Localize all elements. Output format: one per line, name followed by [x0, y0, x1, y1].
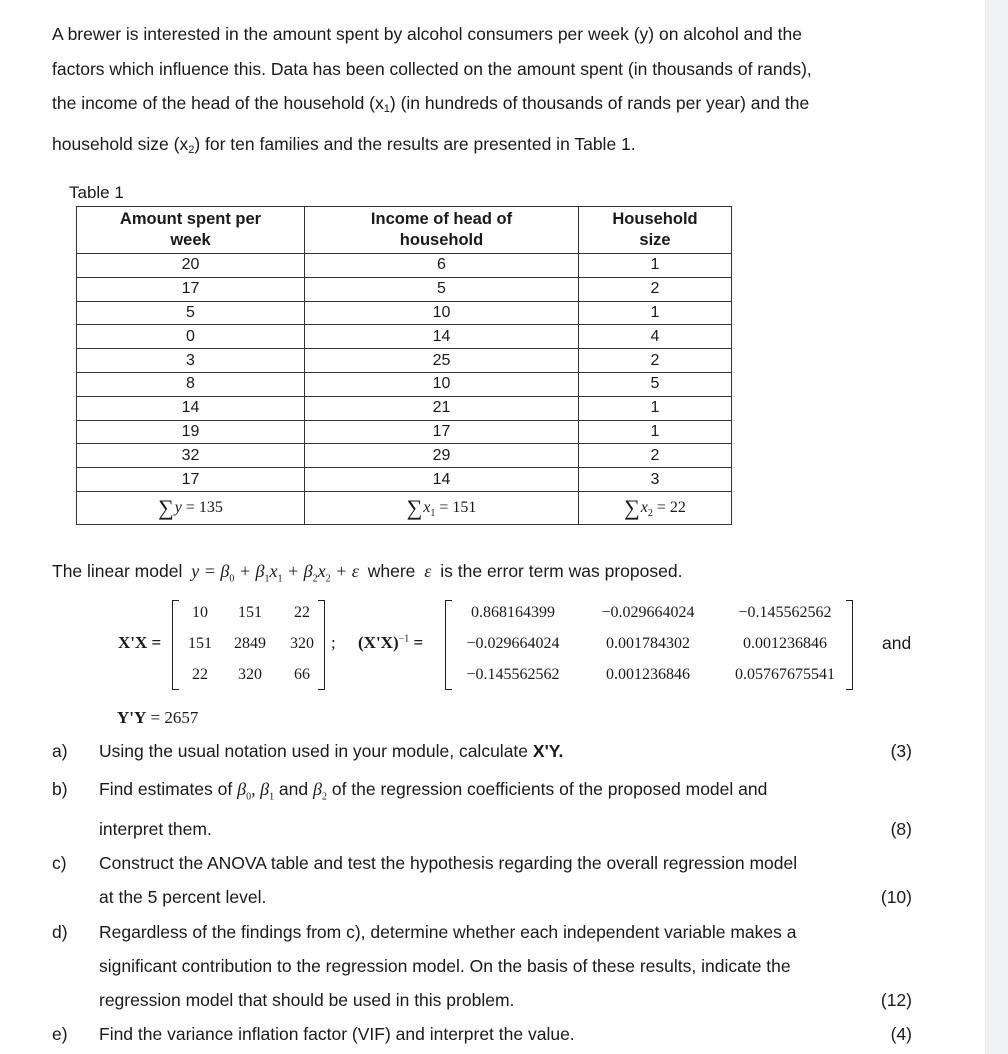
sum-variable: y [174, 498, 182, 516]
model-prefix: The linear model [52, 561, 183, 581]
sum-cell: $\sum x_2 = 22$ [579, 491, 732, 524]
eq-x1: x [269, 561, 278, 581]
header-line: Amount spent per [119, 210, 262, 228]
table-row [77, 468, 732, 492]
subscript: 0 [229, 573, 235, 585]
table-sum-row [77, 491, 732, 524]
xtx-label: X'X = [118, 633, 162, 652]
table-row [77, 301, 732, 325]
table-caption: Table 1 [69, 183, 124, 202]
question-text: regression model that should be used in this problem. [99, 990, 515, 1010]
question-text [99, 741, 563, 762]
table-cell: 1 [579, 420, 732, 444]
matrix-cell: 320 [290, 635, 314, 652]
sigma-symbol: ∑ [158, 494, 174, 520]
header-line: Income of head of [370, 210, 513, 228]
beta-list [237, 779, 275, 803]
intro-paragraph [52, 17, 932, 167]
separator: ; [331, 633, 336, 652]
sum-variable: x [640, 498, 648, 516]
table-cell: 20 [77, 254, 305, 278]
beta2: β [313, 779, 322, 799]
table-cell: 1 [579, 254, 732, 278]
table-cell: 17 [77, 468, 305, 492]
beta0: β [237, 779, 247, 799]
sum-variable: x [423, 498, 431, 516]
question-text: Construct the ANOVA table and test the hypothesis regarding the overall regression model [99, 853, 798, 873]
header-household-size [579, 207, 732, 254]
question-text: Find the variance inflation factor (VIF) and interpret the value. [99, 1024, 575, 1044]
page-margin-strip [985, 0, 1008, 1054]
eq-x2: x [317, 561, 326, 581]
matrix-cell: 0.001236846 [606, 666, 690, 683]
yty-statement [117, 708, 198, 728]
matrix-cell: −0.029664024 [466, 635, 560, 652]
sum-value: 135 [198, 498, 223, 516]
table-cell: 3 [579, 468, 732, 492]
sum-cell: ∑y = 135 [77, 491, 305, 524]
inverse-label-text: (X'X) [358, 633, 399, 652]
table-cell: 19 [77, 420, 305, 444]
table-row [77, 349, 732, 373]
epsilon-symbol: ε [424, 561, 432, 581]
table-cell: 14 [305, 468, 579, 492]
table-row [77, 372, 732, 396]
beta2-wrap [313, 779, 327, 803]
question-text: Regardless of the findings from c), determine whether each independent variable makes a [99, 922, 797, 942]
model-suffix: is the error term was proposed. [440, 561, 683, 581]
matrix-cell: −0.145562562 [466, 666, 560, 683]
matrix-cell: −0.029664024 [601, 604, 695, 621]
subscript: 2 [312, 573, 318, 585]
subscript: 2 [321, 791, 327, 803]
model-equation: $y = \beta_0 + \beta_1x_1 + \beta_2x_2 + \varepsilon$ [191, 561, 359, 585]
matrix-cell: 0.868164399 [471, 604, 555, 621]
table-row [77, 396, 732, 420]
question-letter: e) [52, 1024, 68, 1044]
matrix-cell: 22 [294, 604, 310, 621]
subscript: 1 [269, 791, 275, 803]
question-marks: (10) [880, 887, 912, 907]
table-cell: 6 [305, 254, 579, 278]
matrix-cell: 0.001784302 [606, 635, 690, 652]
question-letter: d) [52, 922, 68, 942]
intro-line-3-a: the income of the head of the household (x [52, 93, 384, 113]
sigma-symbol: ∑ [406, 494, 423, 520]
comma: , [251, 779, 261, 799]
matrix-cell: 10 [192, 604, 208, 621]
intro-line-4-a: household size (x [52, 133, 189, 154]
intro-line-3-b: ) (in hundreds of thousands of rands per year) and the [389, 93, 810, 113]
subscript: 1 [264, 573, 270, 585]
intro-line-1: A brewer is interested in the amount spent by alcohol consumers per week (y) on alcohol and the [52, 24, 802, 44]
subscript: 1 [383, 103, 390, 115]
inverse-matrix [445, 600, 853, 690]
table-cell: 17 [77, 277, 305, 301]
intro-line-2: factors which influence this. Data has been collected on the amount spent (in thousands of rands), [52, 58, 812, 79]
matrix-cell: 22 [192, 666, 208, 683]
model-middle: where [367, 561, 416, 581]
header-income [305, 207, 579, 254]
subscript: 1 [277, 573, 283, 585]
matrix-cell: 0.05767675541 [735, 666, 835, 683]
matrix-cell: 66 [294, 666, 310, 683]
table-cell: 32 [77, 444, 305, 468]
table-cell: 10 [305, 372, 579, 396]
xtx-matrix [172, 600, 325, 690]
matrix-cell: 0.001236846 [743, 635, 827, 652]
xtx-label-text: X'X [118, 633, 148, 652]
matrix-row [0, 600, 985, 692]
table-cell: 5 [77, 301, 305, 325]
table-cell: 2 [579, 349, 732, 373]
eq-beta2: β [303, 561, 313, 581]
and-word: and [274, 779, 313, 799]
table-cell: 1 [579, 396, 732, 420]
table-cell: 8 [77, 372, 305, 396]
subscript: 2 [325, 573, 331, 585]
table-row [77, 420, 732, 444]
table-cell: 0 [77, 325, 305, 349]
question-a-text: Using the usual notation used in your module, calculate [99, 741, 533, 761]
question-text: at the 5 percent level. [99, 887, 267, 907]
header-amount-spent [77, 207, 305, 254]
eq-beta0: β [220, 561, 230, 581]
subscript: 2 [188, 143, 195, 156]
question-text: interpret them. [99, 819, 212, 839]
table-cell: 1 [579, 301, 732, 325]
table-cell: 5 [579, 372, 732, 396]
question-letter: a) [52, 741, 68, 761]
superscript: −1 [398, 633, 410, 645]
subscript: 1 [430, 508, 436, 520]
table-row [77, 254, 732, 278]
eq-beta1: β [255, 561, 265, 581]
question-b-post: of the regression coefficients of the proposed model and [326, 779, 768, 799]
matrix-cell: 151 [188, 635, 212, 652]
question-letter: b) [52, 779, 68, 799]
table-cell: 21 [305, 396, 579, 420]
sigma-symbol: ∑ [624, 494, 640, 520]
table-cell: 5 [305, 277, 579, 301]
table-row [77, 444, 732, 468]
subscript: 2 [647, 508, 653, 520]
sum-value: 151 [452, 498, 477, 516]
sum-cell: $\sum x_1 = 151$ [305, 491, 579, 524]
matrix-cell: −0.145562562 [738, 604, 832, 621]
table-cell: 17 [305, 420, 579, 444]
matrix-cell: 2849 [234, 635, 266, 652]
bracket-right [846, 600, 853, 690]
subscript: 0 [246, 791, 252, 803]
table-row [77, 325, 732, 349]
table-cell: 25 [305, 349, 579, 373]
table-cell: 4 [579, 325, 732, 349]
data-table [76, 206, 732, 525]
table-cell: 14 [305, 325, 579, 349]
intro-line-3 [52, 86, 932, 127]
eq-y: y [191, 561, 200, 581]
table-cell: 14 [77, 396, 305, 420]
and-label: and [882, 633, 912, 653]
question-text: significant contribution to the regression model. On the basis of these results, indicate the [99, 956, 791, 976]
header-line: week [170, 231, 211, 249]
table-cell: 2 [579, 444, 732, 468]
question-b-pre: Find estimates of [99, 779, 238, 799]
table-cell: 29 [305, 444, 579, 468]
intro-line-4 [52, 127, 932, 168]
inverse-label: $(X'X)^{-1}$ = [358, 633, 424, 652]
intro-line-4-b: ) for ten families and the results are presented in Table 1. [194, 133, 636, 154]
beta1: β [260, 779, 270, 799]
question-text [99, 779, 767, 803]
yty-value: = 2657 [150, 708, 199, 727]
question-a-bold: X'Y. [532, 741, 564, 761]
table-header-row [77, 207, 732, 254]
bracket-left [445, 600, 452, 690]
model-statement [52, 561, 682, 585]
matrix-cell: 320 [238, 666, 262, 683]
question-marks: (8) [890, 819, 912, 839]
matrix-cell: 151 [238, 604, 262, 621]
header-line: household [399, 231, 484, 249]
table-row [77, 277, 732, 301]
question-marks: (12) [880, 990, 912, 1010]
header-line: size [639, 231, 671, 249]
question-letter: c) [52, 853, 67, 873]
table-cell: 3 [77, 349, 305, 373]
yty-label: Y'Y [117, 708, 147, 727]
table-body [77, 254, 732, 525]
table-cell: 2 [579, 277, 732, 301]
eq-epsilon: ε [351, 561, 359, 581]
table-cell: 10 [305, 301, 579, 325]
sum-value: 22 [669, 498, 686, 516]
question-marks: (3) [890, 741, 912, 761]
question-marks: (4) [890, 1024, 912, 1044]
header-line: Household [612, 210, 698, 228]
